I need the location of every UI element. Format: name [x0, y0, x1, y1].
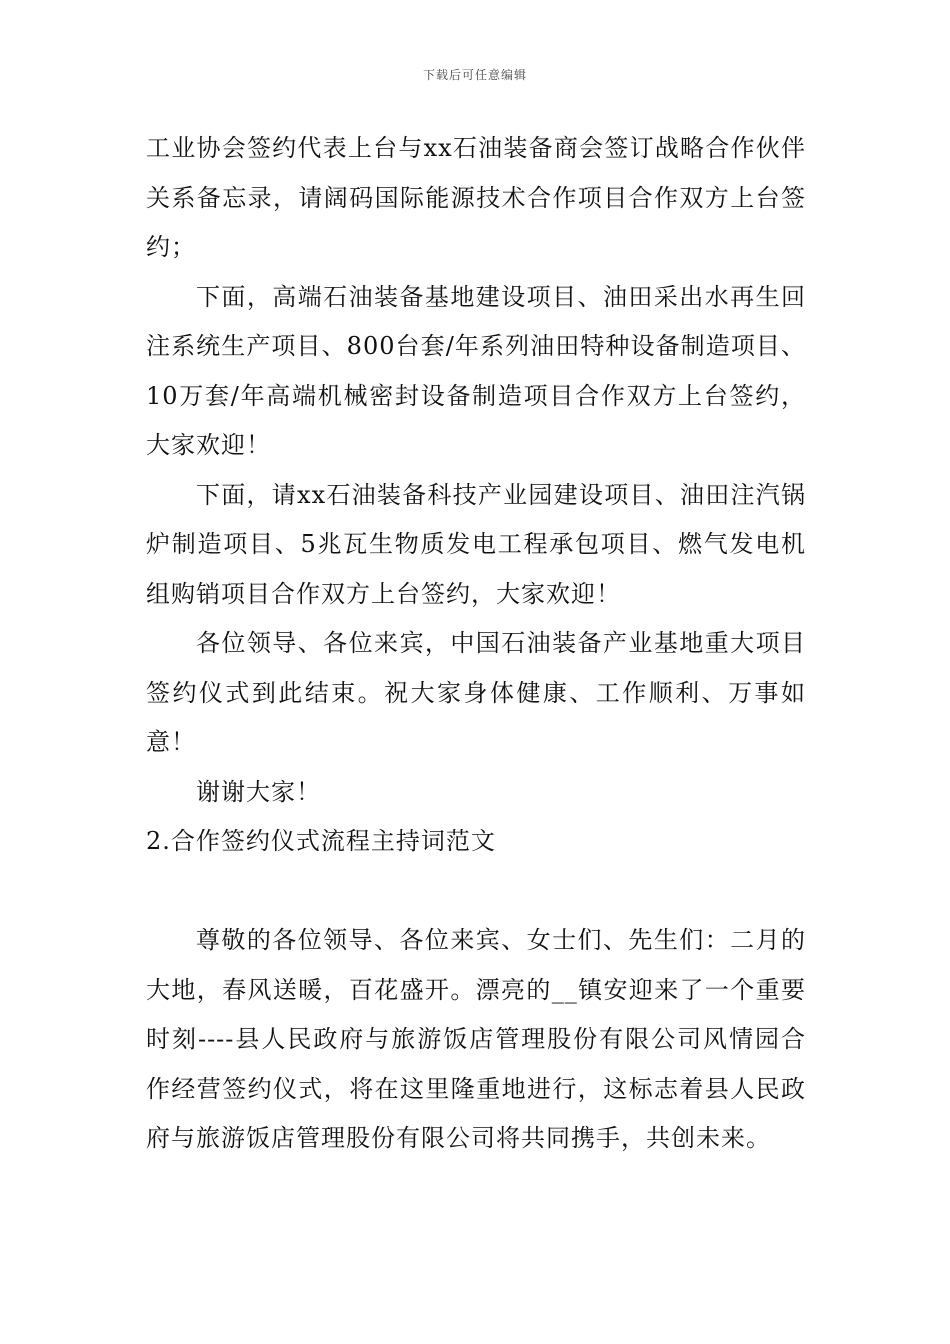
paragraph-opening-speech: 尊敬的各位领导、各位来宾、女士们、先生们：二月的大地，春风送暖，百花盛开。漂亮的__镇安迎来了一个重要时刻----县人民政府与旅游饭店管理股份有限公司风情园合作经营签约仪式，将在这里隆重地进行，这标志着县人民政府与旅游饭店管理股份有限公司将共同携手，共创未来。 [146, 926, 806, 1152]
blank-spacer [146, 867, 806, 917]
paragraph-continuation: 工业协会签约代表上台与xx石油装备商会签订战略合作伙伴关系备忘录，请阔码国际能源技术合作项目合作双方上台签约； [146, 134, 806, 261]
document-body [146, 124, 806, 1164]
paragraph-signing-projects-2: 下面，请xx石油装备科技产业园建设项目、油田注汽锅炉制造项目、5兆瓦生物质发电工程承包项目、燃气发电机组购销项目合作双方上台签约，大家欢迎！ [146, 480, 806, 608]
paragraph-signing-projects-1: 下面，高端石油装备基地建设项目、油田采出水再生回注系统生产项目、800台套/年系列油田特种设备制造项目、10万套/年高端机械密封设备制造项目合作双方上台签约，大家欢迎！ [146, 282, 806, 459]
paragraph-thanks: 谢谢大家！ [196, 777, 321, 806]
section-heading: 2.合作签约仪式流程主持词范文 [146, 827, 496, 855]
paragraph-closing: 各位领导、各位来宾，中国石油装备产业基地重大项目签约仪式到此结束。祝大家身体健康、工作顺利、万事如意！ [146, 629, 806, 756]
page-header: 下载后可任意编辑 [422, 68, 527, 82]
